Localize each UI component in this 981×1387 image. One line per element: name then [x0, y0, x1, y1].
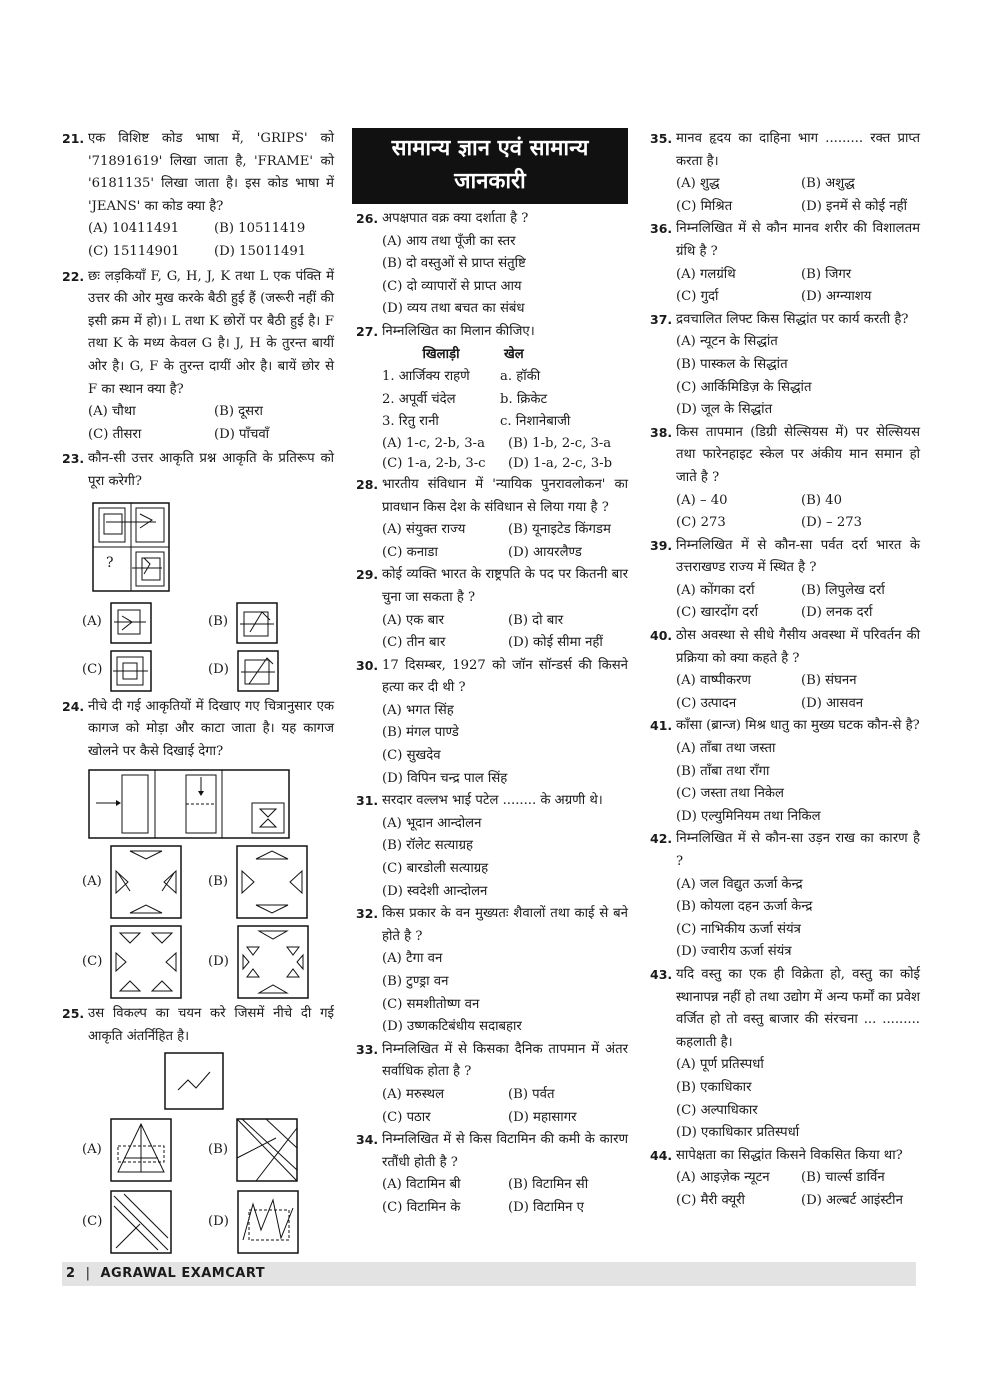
option-a: (A) 1-c, 2-b, 3-a	[382, 435, 486, 451]
option-a: (A) विटामिन बी	[382, 1177, 461, 1193]
match-left-1: 1. आर्जिक्य राहणे	[382, 369, 470, 385]
question-text: अपक्षपात वक्र क्या दर्शाता है ?	[382, 211, 529, 226]
option-a: (A) भूदान आन्दोलन	[382, 815, 482, 831]
figure-label: (B)	[208, 1142, 228, 1158]
option-b: (B) यूनाइटेड किंगडम	[508, 522, 611, 538]
option-c: (C) पठार	[382, 1109, 431, 1125]
answer-figure-a	[82, 602, 208, 644]
question-30	[356, 655, 628, 700]
answer-figure-c	[82, 650, 208, 692]
option-c: (C) 15114901	[88, 243, 180, 259]
option-c: (C) समशीतोष्ण वन	[382, 996, 480, 1012]
option-c: (C) तीन बार	[382, 635, 446, 651]
question-figure-24	[62, 769, 334, 839]
option-d: (D) आयरलैण्ड	[508, 544, 582, 560]
option-d: (D) इनमें से कोई नहीं	[801, 198, 907, 214]
option-a: (A) चौथा	[88, 404, 136, 420]
match-left-2: 2. अपूर्वी चंदेल	[382, 391, 456, 407]
option-b: (B) 10511419	[214, 221, 306, 237]
question-number: 37.	[650, 311, 673, 327]
question-41	[650, 715, 920, 738]
option-d: (D) विटामिन ए	[508, 1199, 584, 1215]
question-number: 21.	[62, 131, 85, 146]
options-39	[650, 580, 920, 625]
option-d: (D) अल्बर्ट आइंस्टीन	[801, 1192, 903, 1208]
figure-label: (C)	[82, 662, 103, 678]
option-b: (B) जिगर	[801, 266, 852, 282]
figure-label: (C)	[82, 1214, 103, 1230]
answer-figure-d	[208, 650, 334, 692]
option-d: (D) ज्वारीय ऊर्जा संयंत्र	[676, 944, 792, 960]
option-b: (B) दो वस्तुओं से प्राप्त संतुष्टि	[382, 256, 526, 272]
question-33	[356, 1039, 628, 1084]
option-c: (C) अल्पाधिकार	[676, 1102, 758, 1118]
option-a: (A) मरुस्थल	[382, 1086, 445, 1102]
figure-label: (B)	[208, 873, 228, 889]
answer-figures-23	[62, 602, 334, 692]
answer-figure-b	[208, 845, 334, 919]
answer-figures-24	[62, 845, 334, 999]
question-number: 33.	[356, 1041, 379, 1057]
question-number: 36.	[650, 221, 673, 237]
question-text: काँसा (ब्रान्ज) मिश्र धातु का मुख्य घटक कौन-से है?	[676, 718, 920, 734]
section-heading: सामान्य ज्ञान एवं सामान्य जानकारी	[352, 128, 628, 204]
question-number: 30.	[356, 657, 379, 673]
footer-brand: AGRAWAL EXAMCART	[100, 1266, 266, 1281]
question-25	[62, 1003, 334, 1048]
question-text: निम्नलिखित में से कौन-सा उड़न राख का कारण है ?	[676, 831, 920, 869]
option-c: (C) विटामिन के	[382, 1199, 461, 1215]
option-a: (A) शुद्ध	[676, 176, 720, 192]
option-d: (D) लनक दर्रा	[801, 605, 873, 621]
figure-label: (A)	[82, 1142, 102, 1158]
figure-label: (A)	[82, 873, 102, 889]
question-text: यदि वस्तु का एक ही विक्रेता हो, वस्तु का कोई स्थानापन्न नहीं हो तथा उद्योग में अन्य फर्मों का प्रवेश वर्जित हो तो वस्तु बाजार की संरचना ... ......... कहलाती है।	[676, 966, 920, 1050]
question-text: 17 दिसम्बर, 1927 को जॉन सॉन्डर्स की किसने हत्या कर दी थी ?	[382, 657, 628, 696]
question-21	[62, 128, 334, 218]
answer-figure-b	[208, 602, 334, 644]
question-text: कौन-सी उत्तर आकृति प्रश्न आकृति के प्रतिरूप को पूरा करेगी?	[88, 451, 334, 489]
question-39	[650, 535, 920, 580]
options-27	[356, 434, 628, 474]
question-42	[650, 828, 920, 873]
option-c: (C) आर्किमिडिज़ के सिद्धांत	[676, 379, 812, 395]
answer-figure-a	[82, 845, 208, 919]
options-33	[356, 1084, 628, 1129]
question-number: 38.	[650, 424, 673, 440]
option-a: (A) आइज़ेक न्यूटन	[676, 1170, 770, 1186]
option-a: (A) संयुक्त राज्य	[382, 522, 466, 538]
question-27	[356, 321, 628, 344]
question-number: 31.	[356, 793, 379, 809]
question-23	[62, 448, 334, 493]
option-b: (B) 40	[801, 492, 842, 508]
column-left	[62, 128, 334, 1254]
option-b: (B) पर्वत	[508, 1086, 555, 1102]
question-text: निम्नलिखित में से कौन मानव शरीर की विशालतम ग्रंथि है ?	[676, 221, 920, 259]
page-footer	[62, 1262, 916, 1286]
answer-figure-c	[82, 1190, 208, 1254]
answer-figures-25	[62, 1118, 334, 1254]
figure-label: (C)	[82, 953, 103, 969]
option-c: (C) नाभिकीय ऊर्जा संयंत्र	[676, 921, 801, 937]
question-31	[356, 790, 628, 813]
option-a: (A) न्यूटन के सिद्धांत	[676, 334, 778, 350]
question-36	[650, 218, 920, 263]
options-44	[650, 1167, 920, 1212]
answer-figure-c	[82, 925, 208, 999]
option-a: (A) टैगा वन	[382, 951, 443, 967]
options-38	[650, 490, 920, 535]
question-number: 24.	[62, 698, 85, 714]
question-number: 35.	[650, 131, 673, 146]
option-a: (A) भगत सिंह	[382, 702, 454, 718]
column-middle	[356, 128, 628, 1220]
question-number: 27.	[356, 323, 379, 339]
option-a: (A) पूर्ण प्रतिस्पर्धा	[676, 1057, 764, 1073]
question-38	[650, 422, 920, 490]
question-text: छः लड़कियाँ F, G, H, J, K तथा L एक पंक्ति में उत्तर की ओर मुख करके बैठी हुई हैं (जरूरी नहीं की इसी क्रम में हो)। L तथा K छोरों पर बैठी हुई है। F तथा K के मध्य केवल G है। J, H के तुरन्त बायीं ओर है। G, F के तुरन्त दायीं ओर है। बायें छोर से F का स्थान क्या है?	[88, 268, 334, 397]
question-number: 42.	[650, 831, 673, 847]
question-number: 34.	[356, 1132, 379, 1148]
question-number: 29.	[356, 567, 379, 583]
match-right-c: c. निशानेबाजी	[500, 414, 571, 430]
match-header-sport: खेल	[504, 346, 524, 362]
option-d: (D) जूल के सिद्धांत	[676, 402, 773, 418]
options-36	[650, 264, 920, 309]
options-21	[62, 218, 334, 263]
option-c: (C) 273	[676, 515, 726, 531]
question-text: किस तापमान (डिग्री सेल्सियस में) पर सेल्सियस तथा फारेनहाइट स्केल पर अंकीय मान समान हो जाते है ?	[676, 424, 920, 485]
question-number: 25.	[62, 1006, 85, 1022]
option-b: (B) विटामिन सी	[508, 1177, 589, 1193]
question-text: निम्नलिखित में से कौन-सा पर्वत दर्रा भारत के उत्तराखण्ड राज्य में स्थित है ?	[676, 537, 920, 576]
option-c: (C) उत्पादन	[676, 695, 737, 711]
option-a: (A) ताँबा तथा जस्ता	[676, 741, 776, 757]
option-d: (D) स्वदेशी आन्दोलन	[382, 883, 488, 899]
question-text: एक विशिष्ट कोड भाषा में, 'GRIPS' को '71891619' लिखा जाता है, 'FRAME' को '6181135' लिखा जाता है। इस कोड भाषा में 'JEANS' का कोड क्या है?	[88, 131, 334, 214]
options-28	[356, 519, 628, 564]
options-35	[650, 173, 920, 218]
question-text: निम्नलिखित में से किसका दैनिक तापमान में अंतर सर्वाधिक होता है ?	[382, 1041, 628, 1080]
option-b: (B) अशुद्ध	[801, 176, 855, 192]
answer-figure-d	[208, 925, 334, 999]
option-d: (D) एकाधिकार प्रतिस्पर्धा	[676, 1125, 800, 1141]
option-c: (C) मिश्रित	[676, 198, 733, 214]
option-a: (A) आय तथा पूँजी का स्तर	[382, 233, 516, 249]
answer-figure-b	[208, 1118, 334, 1182]
option-a: (A) जल विद्युत ऊर्जा केन्द्र	[676, 876, 803, 892]
option-b: (B) एकाधिकार	[676, 1079, 752, 1095]
question-44	[650, 1145, 920, 1168]
question-text: नीचे दी गई आकृतियों में दिखाए गए चित्रानुसार एक कागज को मोड़ा और काटा जाता है। यह कागज खोलने पर कैसे दिखाई देगा?	[88, 698, 334, 759]
option-d: (D) – 273	[801, 515, 863, 531]
option-a: (A) 10411491	[88, 221, 180, 237]
question-number: 44.	[650, 1147, 673, 1163]
option-b: (B) कोयला दहन ऊर्जा केन्द्र	[676, 899, 813, 915]
question-24	[62, 696, 334, 764]
option-c: (C) गुर्दा	[676, 289, 719, 305]
question-37	[650, 309, 920, 332]
question-number: 22.	[62, 268, 85, 284]
question-text: सरदार वल्लभ भाई पटेल ........ के अग्रणी थे।	[382, 793, 603, 809]
question-number: 41.	[650, 718, 673, 734]
option-c: (C) सुखदेव	[382, 748, 441, 764]
option-b: (B) ताँबा तथा राँगा	[676, 763, 770, 779]
question-28	[356, 474, 628, 519]
footer-separator: |	[85, 1266, 90, 1281]
option-d: (D) 15011491	[214, 243, 307, 259]
question-number: 28.	[356, 476, 379, 492]
question-mark: ?	[106, 554, 114, 571]
option-d: (D) विपिन चन्द्र पाल सिंह	[382, 770, 508, 786]
option-b: (B) संघनन	[801, 673, 857, 689]
option-b: (B) पास्कल के सिद्धांत	[676, 356, 788, 372]
option-d: (D) 1-a, 2-c, 3-b	[508, 455, 613, 471]
option-b: (B) लिपुलेख दर्रा	[801, 582, 885, 598]
option-c: (C) जस्ता तथा निकेल	[676, 786, 784, 802]
question-29	[356, 564, 628, 609]
option-d: (D) आसवन	[801, 695, 864, 711]
options-34	[356, 1174, 628, 1219]
option-c: (C) खारदोंग दर्रा	[676, 605, 759, 621]
question-34	[356, 1129, 628, 1174]
option-b: (B) टुण्ड्रा वन	[382, 974, 449, 989]
question-figure-23	[62, 502, 334, 596]
page-number: 2	[66, 1266, 76, 1281]
option-a: (A) वाष्पीकरण	[676, 673, 751, 689]
option-d: (D) व्यय तथा बचत का संबंध	[382, 301, 525, 317]
option-c: (C) 1-a, 2-b, 3-c	[382, 455, 486, 471]
option-c: (C) दो व्यापारों से प्राप्त आय	[382, 278, 522, 294]
question-number: 40.	[650, 628, 673, 644]
option-a: (A) – 40	[676, 492, 728, 508]
question-text: निम्नलिखित में से किस विटामिन की कमी के कारण रतौंधी होती है ?	[382, 1132, 628, 1170]
question-text: किस प्रकार के वन मुख्यतः शैवालों तथा काई से बने होते है ?	[382, 906, 628, 944]
question-22	[62, 266, 334, 402]
option-b: (B) मंगल पाण्डे	[382, 725, 459, 741]
question-26	[356, 208, 628, 231]
question-figure-25	[62, 1052, 334, 1110]
options-22	[62, 401, 334, 446]
option-a: (A) गलग्रंथि	[676, 266, 736, 282]
options-29	[356, 610, 628, 655]
question-number: 26.	[356, 211, 379, 226]
option-d: (D) कोई सीमा नहीं	[508, 635, 603, 651]
question-number: 43.	[650, 966, 673, 982]
question-text: द्रवचालित लिफ्ट किस सिद्धांत पर कार्य करती है?	[676, 311, 909, 327]
figure-label: (D)	[208, 662, 229, 678]
match-right-b: b. क्रिकेट	[500, 391, 548, 407]
option-b: (B) चार्ल्स डार्विन	[801, 1170, 885, 1186]
option-c: (C) मैरी क्यूरी	[676, 1192, 745, 1208]
question-text: कोई व्यक्ति भारत के राष्ट्रपति के पद पर कितनी बार चुना जा सकता है ?	[382, 567, 628, 605]
question-35	[650, 128, 920, 173]
option-d: (D) उष्णकटिबंधीय सदाबहार	[382, 1019, 522, 1035]
question-number: 32.	[356, 906, 379, 922]
option-d: (D) महासागर	[508, 1109, 577, 1125]
figure-label: (A)	[82, 614, 102, 630]
option-d: (D) अग्न्याशय	[801, 289, 872, 305]
question-text: निम्नलिखित का मिलान कीजिए।	[382, 323, 535, 339]
option-b: (B) रॉलेट सत्याग्रह	[382, 838, 474, 854]
figure-label: (D)	[208, 953, 229, 969]
option-c: (C) कनाडा	[382, 544, 438, 560]
question-number: 23.	[62, 451, 85, 467]
option-d: (D) एल्युमिनियम तथा निकिल	[676, 808, 821, 824]
option-c: (C) तीसरा	[88, 426, 142, 442]
column-right	[650, 128, 920, 1213]
question-32	[356, 903, 628, 948]
option-c: (C) बारडोली सत्याग्रह	[382, 861, 489, 877]
option-a: (A) कोंगका दर्रा	[676, 582, 755, 598]
match-right-a: a. हॉकी	[500, 369, 541, 385]
figure-label: (D)	[208, 1214, 229, 1230]
question-text: उस विकल्प का चयन करे जिसमें नीचे दी गई आकृति अंतर्निहित है।	[88, 1006, 334, 1044]
match-table	[356, 344, 628, 434]
question-43	[650, 964, 920, 1054]
option-a: (A) एक बार	[382, 612, 444, 628]
question-text: भारतीय संविधान में 'न्यायिक पुनरावलोकन' का प्रावधान किस देश के संविधान से लिया गया है ?	[382, 476, 628, 515]
match-header-player: खिलाड़ी	[422, 346, 460, 362]
option-b: (B) दूसरा	[214, 404, 263, 420]
question-40	[650, 625, 920, 670]
options-40	[650, 670, 920, 715]
question-number: 39.	[650, 537, 673, 553]
option-b: (B) दो बार	[508, 612, 564, 628]
option-b: (B) 1-b, 2-c, 3-a	[508, 435, 612, 451]
question-text: मानव हृदय का दाहिना भाग ......... रक्त प्राप्त करता है।	[676, 131, 920, 169]
question-text: सापेक्षता का सिद्धांत किसने विकसित किया था?	[676, 1147, 903, 1163]
match-left-3: 3. रितु रानी	[382, 414, 439, 430]
question-text: ठोस अवस्था से सीधे गैसीय अवस्था में परिवर्तन की प्रक्रिया को क्या कहते है ?	[676, 628, 920, 666]
answer-figure-a	[82, 1118, 208, 1182]
answer-figure-d	[208, 1190, 334, 1254]
figure-label: (B)	[208, 614, 228, 630]
option-d: (D) पाँचवाँ	[214, 426, 270, 442]
